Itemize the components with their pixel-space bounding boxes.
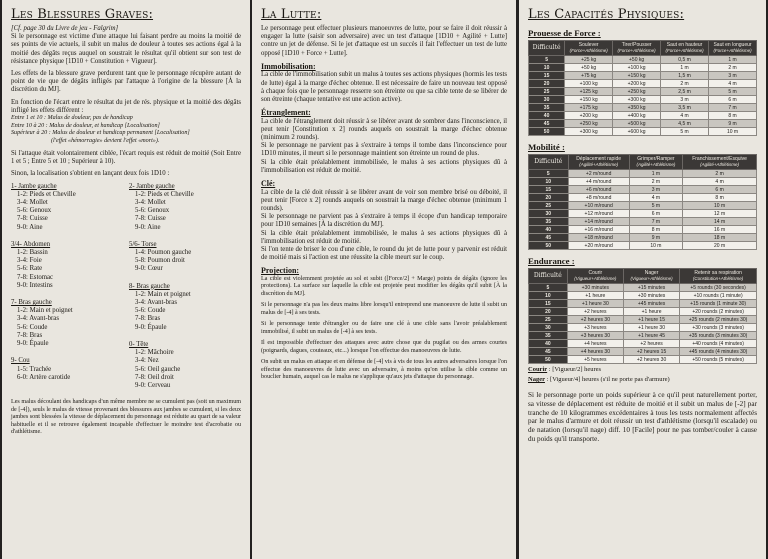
paragraph-immobilisation: La cible de l'immobilisation subit un malus à toutes ses actions physiques (hormis les tests de lutte) égal à la marge d'échec obtenue. Il est nécessaire de faire un nouveau test opposé à chaque fois que le personnage resserre son étreinte ou que sa cible tente de se libérer de son étreinte (chaque tentative est une action active). xyxy=(261,71,507,103)
table-cell: +250 kg xyxy=(613,88,661,96)
source-reference: [Cf. page 30 du Livre de jeu - Falgrim] xyxy=(11,25,119,32)
table-cell: +40 rounds (4 minutes) xyxy=(680,340,757,348)
table-row xyxy=(529,104,757,112)
table-row xyxy=(529,120,757,128)
table-cell: +30 minutes xyxy=(567,284,623,292)
heading-mobilite: Mobilité : xyxy=(528,142,565,152)
difficulty-cell: 35 xyxy=(529,104,565,112)
table-cell: 4 m xyxy=(709,80,757,88)
difficulty-cell: 10 xyxy=(529,64,565,72)
difficulty-cell: 35 xyxy=(529,218,569,226)
table-row xyxy=(529,64,757,72)
table-cell: 4,5 m xyxy=(661,120,709,128)
table-cell: +15 rounds (1 minute 30) xyxy=(680,300,757,308)
table-cell: 10 m xyxy=(629,242,683,250)
table-cell: 14 m xyxy=(683,218,757,226)
table-endurance xyxy=(528,268,757,364)
table-cell: 9 m xyxy=(709,120,757,128)
table-header: Déplacement rapide (Agilité+Athlétisme) xyxy=(568,155,629,170)
table-cell: +14 m/round xyxy=(568,218,629,226)
table-cell: 10 m xyxy=(709,128,757,136)
loc-head: 1- Jambe gauche xyxy=(11,182,57,190)
table-cell: +300 kg xyxy=(565,128,613,136)
table-row xyxy=(529,194,757,202)
table-row xyxy=(529,234,757,242)
loc-item: 5-6: Oeil gauche xyxy=(135,365,181,373)
table-cell: +18 m/round xyxy=(568,234,629,242)
table-cell: +100 kg xyxy=(565,80,613,88)
table-cell: 8 m xyxy=(709,112,757,120)
loc-item: 9-0: Aine xyxy=(135,223,161,231)
table-cell: +25 rounds (2 minutes 30) xyxy=(680,316,757,324)
loc-item: 9-0: Cœur xyxy=(135,265,163,273)
column-capacites xyxy=(519,0,766,559)
loc-item: 9-0: Épaule xyxy=(17,340,49,348)
loc-head: 3/4- Abdomen xyxy=(11,240,51,248)
difficulty-cell: 15 xyxy=(529,186,569,194)
table-cell: +30 rounds (3 minutes) xyxy=(680,324,757,332)
table-cell: +50 kg xyxy=(565,64,613,72)
loc-item: 1-5: Trachée xyxy=(17,365,52,373)
loc-item: 3-4: Mollet xyxy=(17,199,48,207)
difficulty-cell: 25 xyxy=(529,316,568,324)
difficulty-cell: 50 xyxy=(529,128,565,136)
table-cell: 20 m xyxy=(683,242,757,250)
table-cell: +350 kg xyxy=(613,104,661,112)
table-header: Courir (Vigueur+Athlétisme) xyxy=(567,269,623,284)
difficulty-cell: 30 xyxy=(529,96,565,104)
table-row xyxy=(529,88,757,96)
paragraph-localisation: Sinon, la localisation s'obtient en lançant deux fois 1D10 : xyxy=(11,170,170,178)
table-cell: +8 m/round xyxy=(568,194,629,202)
note-malus-adversaires: On subit un malus en attaque et en défense de [-4] vis à vis de tous les autres adversaires lorsque l'on effectue des manoeuvres de lutte avec un adversaire, à moins qu'on utilise la cible comme un bouclier humain, auquel cas le malus ne s'applique qu'aux jets d'attaque du personnage. xyxy=(261,359,507,381)
table-row xyxy=(529,178,757,186)
loc-block xyxy=(129,183,241,232)
heading-prouesse-force: Prouesse de Force : xyxy=(528,28,601,38)
table-cell: +10 rounds (1 minute) xyxy=(680,292,757,300)
difficulty-cell: 10 xyxy=(529,178,569,186)
table-cell: 8 m xyxy=(629,226,683,234)
table-cell: 5 m xyxy=(629,202,683,210)
difficulty-cell: 15 xyxy=(529,72,565,80)
table-row xyxy=(529,356,757,364)
loc-item: 1-2: Main et poignet xyxy=(17,307,73,315)
paragraph-etranglement-1: La cible de l'étranglement doit réussir à se libérer avant de sombrer dans l'inconscience, il peut tenir [Constitution x 2] rounds auquels on soustrait la marge d'échec obtenue (minimum 2 rounds). xyxy=(261,117,507,142)
table-cell: 3,5 m xyxy=(661,104,709,112)
table-force xyxy=(528,40,757,136)
loc-item: 9-0: Aine xyxy=(17,223,43,231)
difficulty-cell: 45 xyxy=(529,120,565,128)
table-cell: +12 m/round xyxy=(568,210,629,218)
table-row xyxy=(529,80,757,88)
heading-endurance: Endurance : xyxy=(528,256,575,266)
table-cell: +1 heure xyxy=(623,308,679,316)
column-lutte xyxy=(252,0,516,559)
difficulty-cell: 10 xyxy=(529,292,568,300)
table-header: Retenir sa respiration (Constitution+Athlétisme) xyxy=(680,269,757,284)
paragraph-lutte-intro: Le personnage peut effectuer plusieurs manoeuvres de lutte, pour se faire il doit réussir à engager la lutte (saisir son adversaire) avec un test d'attaque [1D10 + Agilité + Lutte] contre un jet de défense. Si le jet d'attaque est un succès il fait l'effectuer un test de lutte opposé [1D10 + Force + Lutte]. xyxy=(261,25,507,57)
loc-item: 5-6: Genoux xyxy=(135,207,170,215)
table-row xyxy=(529,202,757,210)
table-cell: 5 m xyxy=(709,88,757,96)
table-cell: +150 kg xyxy=(565,96,613,104)
table-row xyxy=(529,316,757,324)
loc-item: 3-4: Avant-bras xyxy=(17,315,59,323)
table-cell: +2 m/round xyxy=(568,170,629,178)
loc-item: 5-6: Genoux xyxy=(17,207,52,215)
table-cell: 1 m xyxy=(661,64,709,72)
paragraph-projection: La cible est violemment projetée au sol et subit ([Force/2] + Marge) points de dégâts (ignore les protections). La surface sur laquelle la cible est projetée peut modifier les dégâts qu'il subit [À la discrétion du MJ]. xyxy=(261,275,507,297)
paragraph-ciblee: Si l'attaque était volontairement ciblée, l'écart requis est réduit de moitié (Soit Entre 1 et 5 ; Entre 5 et 10 ; Supérieur à 10). xyxy=(11,150,241,166)
loc-item: 3-4: Avant-bras xyxy=(135,299,177,307)
table-cell: +300 kg xyxy=(613,96,661,104)
loc-block xyxy=(11,357,123,382)
table-cell: +45 minutes xyxy=(623,300,679,308)
table-header: Nager (Vigueur+Athlétisme) xyxy=(623,269,679,284)
table-cell: +1 heure 45 xyxy=(623,332,679,340)
note-mains-libres: Si le personnage n'a pas les deux mains libre lorsqu'il entreprend une manoeuvre de lutte il subit un malus de [-4] à ses tests. xyxy=(261,302,507,316)
table-header: Soulever (Force+Athlétisme) xyxy=(565,41,613,56)
note-armes-courtes: Il est impossible d'effectuer des attaques avec autre chose que du pugilat ou des armes courtes (poignards, dagues, couteaux, etc...) lorsque l'on effectue des manoeuvres de lutte. xyxy=(261,340,507,354)
loc-block xyxy=(129,241,241,274)
table-cell: 5 m xyxy=(661,128,709,136)
loc-head: 9- Cou xyxy=(11,357,30,365)
table-cell: +30 minutes xyxy=(623,292,679,300)
loc-block xyxy=(11,241,123,290)
difficulty-cell: 30 xyxy=(529,210,569,218)
table-cell: 2 m xyxy=(683,170,757,178)
table-cell: 1,5 m xyxy=(661,72,709,80)
table-cell: 2 m xyxy=(629,178,683,186)
effect-entry-1: Entre 1 et 10 : Malus de douleur, pas de handicap xyxy=(11,115,133,122)
table-row xyxy=(529,284,757,292)
loc-item: 7-8: Bras xyxy=(17,331,43,339)
loc-head: 0- Tête xyxy=(129,340,149,348)
loc-item: 3-4: Foie xyxy=(17,257,42,265)
effect-entry-2: Entre 10 à 20 : Malus de douleur, et handicap [Localisation] xyxy=(11,122,160,129)
table-cell: +1 heure 30 xyxy=(567,300,623,308)
loc-item: 1-2: Main et poignet xyxy=(135,290,191,298)
table-cell: 7 m xyxy=(629,218,683,226)
table-cell: 7 m xyxy=(709,104,757,112)
paragraph-etranglement-3: Si la cible était préalablement immobilisée, le malus à ses actions physiques dû à l'immobilisation est réduit de moitié. xyxy=(261,158,507,174)
table-cell: 1 m xyxy=(629,170,683,178)
table-cell: +100 kg xyxy=(613,64,661,72)
paragraph-cle-2: Si le personnage ne parvient pas à s'extraire à temps il écope d'un handicap temporaire pour 1D10 semaines [À la discrétion du MJ]. xyxy=(261,213,507,229)
table-cell: +4 heures xyxy=(567,340,623,348)
table-cell: +1 heure 30 xyxy=(623,324,679,332)
heading-projection: Projection: xyxy=(261,266,300,276)
table-cell: +600 kg xyxy=(613,128,661,136)
table-row xyxy=(529,96,757,104)
loc-item: 7-8: Estomac xyxy=(17,273,54,281)
table-row xyxy=(529,324,757,332)
heading-immobilisation: Immobilisation: xyxy=(261,61,316,71)
paragraph-cle-3: Si la cible était préalablement immobilisée, le malus à ses actions physiques dû à l'immobilisation est réduit de moitié. xyxy=(261,229,507,245)
table-cell: 6 m xyxy=(629,210,683,218)
table-row xyxy=(529,128,757,136)
table-cell: +4 heures 30 xyxy=(567,348,623,356)
table-cell: +5 rounds (30 secondes) xyxy=(680,284,757,292)
table-cell: 0,5 m xyxy=(661,56,709,64)
section-title-lutte: La Lutte: xyxy=(261,7,322,22)
table-cell: +2 heures xyxy=(623,340,679,348)
paragraph-ecart: En fonction de l'écart entre le résultat du jet de rés. physique et la moitié des dégâts infligé les effets différent : xyxy=(11,98,241,114)
table-cell: +2 heures 30 xyxy=(567,316,623,324)
difficulty-cell: 45 xyxy=(529,348,568,356)
table-cell: 3 m xyxy=(661,96,709,104)
table-row xyxy=(529,348,757,356)
table-header: Saut en longueur (Force+Athlétisme) xyxy=(709,41,757,56)
heading-etranglement: Étranglement: xyxy=(261,108,311,118)
table-header: Difficulté xyxy=(529,269,568,284)
table-cell: +35 rounds (3 minutes 30) xyxy=(680,332,757,340)
loc-block xyxy=(129,341,241,390)
table-row xyxy=(529,308,757,316)
table-header: Grimper/Ramper (Agilité+Athlétisme) xyxy=(629,155,683,170)
difficulty-cell: 20 xyxy=(529,80,565,88)
table-cell: 1 m xyxy=(709,56,757,64)
loc-item: 1-2: Bassin xyxy=(17,249,48,257)
loc-head: 8- Bras gauche xyxy=(129,282,170,290)
difficulty-cell: 25 xyxy=(529,88,565,96)
table-mobilite xyxy=(528,154,757,250)
table-cell: +4 m/round xyxy=(568,178,629,186)
loc-item: 9-0: Épaule xyxy=(135,323,167,331)
loc-item: 5-6: Coude xyxy=(135,307,166,315)
table-cell: 2 m xyxy=(709,64,757,72)
table-cell: +50 rounds (5 minutes) xyxy=(680,356,757,364)
difficulty-cell: 5 xyxy=(529,284,568,292)
table-cell: +500 kg xyxy=(613,120,661,128)
table-cell: 2 m xyxy=(661,80,709,88)
loc-item: 1-2: Pieds et Cheville xyxy=(135,190,194,198)
table-cell: +125 kg xyxy=(565,88,613,96)
effect-entry-3: Supérieur à 20 : Malus de douleur et handicap permanent [Localisation] xyxy=(11,130,190,137)
paragraph-etranglement-2: Si le personnage ne parvient pas à s'extraire à temps il tombe dans l'inconscience pour 1D10 minutes, il meurt si le personnage maintient son étreinte un round de plus. xyxy=(261,142,507,158)
table-cell: +5 heures xyxy=(567,356,623,364)
table-cell: 18 m xyxy=(683,234,757,242)
table-cell: 3 m xyxy=(629,186,683,194)
difficulty-cell: 5 xyxy=(529,56,565,64)
table-cell: 16 m xyxy=(683,226,757,234)
loc-item: 3-4: Mollet xyxy=(135,199,166,207)
table-cell: +25 kg xyxy=(565,56,613,64)
table-header: Difficulté xyxy=(529,155,569,170)
table-cell: +75 kg xyxy=(565,72,613,80)
paragraph-cle-4: Si l'on tente de briser le cou d'une cible, le round du jet de lutte pour y parvenir est réduit de moitié mais si l'action est une réussite la cible meurt sur le coup. xyxy=(261,245,507,262)
note-nager: Nager : [Vigueur/4] heures (s'il ne porte pas d'armure) xyxy=(528,376,670,383)
table-row xyxy=(529,332,757,340)
table-cell: 6 m xyxy=(709,96,757,104)
paragraph-blessure-duree: Les effets de la blessure grave perdurent tant que le personnage récupère autant de point de vie que de dégâts infligés par l'attaque à l'origine de la blessure [À la discrétion du MJ]. xyxy=(11,70,241,94)
loc-item: 5-6: Rate xyxy=(17,265,43,273)
loc-item: 5-6: Coude xyxy=(17,323,48,331)
table-cell: +15 minutes xyxy=(623,284,679,292)
table-row xyxy=(529,170,757,178)
table-cell: +16 m/round xyxy=(568,226,629,234)
table-cell: +400 kg xyxy=(613,112,661,120)
difficulty-cell: 40 xyxy=(529,340,568,348)
difficulty-cell: 15 xyxy=(529,300,568,308)
loc-item: 6-0: Artère carotide xyxy=(17,373,71,381)
table-cell: 9 m xyxy=(629,234,683,242)
loc-head: 2- Jambe gauche xyxy=(129,182,175,190)
table-row xyxy=(529,226,757,234)
table-cell: 6 m xyxy=(683,186,757,194)
table-cell: 10 m xyxy=(683,202,757,210)
difficulty-cell: 45 xyxy=(529,234,569,242)
note-courir: Courir : [Vigueur/2] heures xyxy=(528,366,602,373)
table-row xyxy=(529,340,757,348)
difficulty-cell: 40 xyxy=(529,112,565,120)
effect-entry-4: (l'effet «hémorragie» devient l'effet «mort»). xyxy=(51,137,160,144)
localisation-table xyxy=(11,183,241,399)
loc-item: 1-2: Pieds et Cheville xyxy=(17,190,76,198)
table-cell: +2 heures xyxy=(567,308,623,316)
difficulty-cell: 5 xyxy=(529,170,569,178)
section-title-capacites: Les Capacités Physiques: xyxy=(528,7,685,22)
loc-item: 3-4: Nez xyxy=(135,357,159,365)
loc-block xyxy=(11,183,123,232)
paragraph-cle-1: La cible de la clé doit réussir à se libérer avant de voir son membre brisé ou déboité, il peut tenir [Force x 2] rounds auquels on soustrait la marge d'échec obtenue (minimum 1 rounds). xyxy=(261,188,507,212)
loc-item: 5-8: Poumon droit xyxy=(135,257,185,265)
table-cell: +10 m/round xyxy=(568,202,629,210)
table-row xyxy=(529,218,757,226)
table-row xyxy=(529,186,757,194)
paragraph-surcharge: Si le personnage porte un poids supérieur à ce qu'il peut naturellement porter, sa vitesse de déplacement est réduite de moitié et il subit un malus de [-2] par tranche de 10 kilogrammes excédentaires à tous les tests normalement affectés par le malus d'armure et doit réussir un test d'athlétisme (lorsqu'il escalade) ou de natation (lorsqu'il nage) diff. 10 [Facile] pour ne pas tomber/couler à cause du poids qu'il transporte. xyxy=(528,391,757,443)
table-row xyxy=(529,72,757,80)
table-header: Franchissement/Esquive (Agilité+Athlétisme) xyxy=(683,155,757,170)
note-sans-immobilisation: Si le personnage tente d'étrangler ou de faire une clé à une cible sans l'avoir préalablement immobilisé, il subit un malus de [-4] à ses tests. xyxy=(261,321,507,335)
table-cell: +20 rounds (2 minutes) xyxy=(680,308,757,316)
table-cell: +3 heures 30 xyxy=(567,332,623,340)
table-header: Tirer/Pousser (Force+Athlétisme) xyxy=(613,41,661,56)
table-cell: +45 rounds (4 minutes 30) xyxy=(680,348,757,356)
table-cell: +150 kg xyxy=(613,72,661,80)
table-cell: +3 heures xyxy=(567,324,623,332)
difficulty-cell: 50 xyxy=(529,242,569,250)
table-cell: +50 kg xyxy=(613,56,661,64)
table-cell: +200 kg xyxy=(565,112,613,120)
table-cell: 4 m xyxy=(683,178,757,186)
table-cell: 2,5 m xyxy=(661,88,709,96)
table-row xyxy=(529,112,757,120)
loc-item: 7-8: Bras xyxy=(135,315,161,323)
difficulty-cell: 25 xyxy=(529,202,569,210)
loc-head: 7- Bras gauche xyxy=(11,299,52,307)
table-header: Difficulté xyxy=(529,41,565,56)
table-cell: 8 m xyxy=(683,194,757,202)
table-row xyxy=(529,242,757,250)
loc-item: 7-8: Oeil droit xyxy=(135,373,174,381)
table-cell: +200 kg xyxy=(613,80,661,88)
loc-item: 7-8: Cuisse xyxy=(17,215,48,223)
table-cell: +250 kg xyxy=(565,120,613,128)
difficulty-cell: 20 xyxy=(529,308,568,316)
difficulty-cell: 40 xyxy=(529,226,569,234)
loc-item: 1-4: Poumon gauche xyxy=(135,249,192,257)
loc-item: 1-2: Mâchoire xyxy=(135,349,174,357)
loc-item: 9-0: Cerveau xyxy=(135,381,171,389)
difficulty-cell: 50 xyxy=(529,356,568,364)
difficulty-cell: 35 xyxy=(529,332,568,340)
table-cell: +2 heures 30 xyxy=(623,356,679,364)
loc-item: 9-0: Intestins xyxy=(17,281,53,289)
table-cell: 4 m xyxy=(629,194,683,202)
loc-head: 5/6- Torse xyxy=(129,240,157,248)
table-cell: +2 heures 15 xyxy=(623,348,679,356)
table-cell: 3 m xyxy=(709,72,757,80)
section-title-blessures: Les Blessures Graves: xyxy=(11,7,154,22)
table-row xyxy=(529,56,757,64)
table-cell: 12 m xyxy=(683,210,757,218)
paragraph-blessure-intro: Si le personnage est victime d'une attaque lui faisant perdre au moins la moitié de ses points de vie actuels, il subit un malus de douleur à toutes ses actions égal à la moitié des dégâts reçus auquel on soustrait le résultat qu'il obtient sur son test de résistance physique [1D10 + Constitution + Vigueur]. xyxy=(11,33,241,65)
difficulty-cell: 20 xyxy=(529,194,569,202)
loc-block xyxy=(11,299,123,348)
table-cell: +6 m/round xyxy=(568,186,629,194)
loc-block xyxy=(129,283,241,332)
table-cell: +1 heure 15 xyxy=(623,316,679,324)
paragraph-malus-membres: Les malus découlant des handicaps d'un même membre ne se cumulent pas (soit un maximum de [-4]), seuls le malus de vitesse provenant des blessures aux jambes se cumulent, si les deux jambes sont blessées la vitesse de déplacement du personnage est réduite au quart de sa valeur habituelle et il se retrouve également incapable d'effectuer le moindre test d'acrobatie ou d'athlétisme. xyxy=(11,399,241,436)
table-row xyxy=(529,292,757,300)
table-cell: +1 heure xyxy=(567,292,623,300)
heading-cle: Clé: xyxy=(261,179,276,189)
column-blessures xyxy=(2,0,250,559)
table-row xyxy=(529,210,757,218)
table-header: Saut en hauteur (Force+Athlétisme) xyxy=(661,41,709,56)
difficulty-cell: 30 xyxy=(529,324,568,332)
loc-item: 7-8: Cuisse xyxy=(135,215,166,223)
table-cell: 4 m xyxy=(661,112,709,120)
table-cell: +175 kg xyxy=(565,104,613,112)
table-cell: +20 m/round xyxy=(568,242,629,250)
table-row xyxy=(529,300,757,308)
